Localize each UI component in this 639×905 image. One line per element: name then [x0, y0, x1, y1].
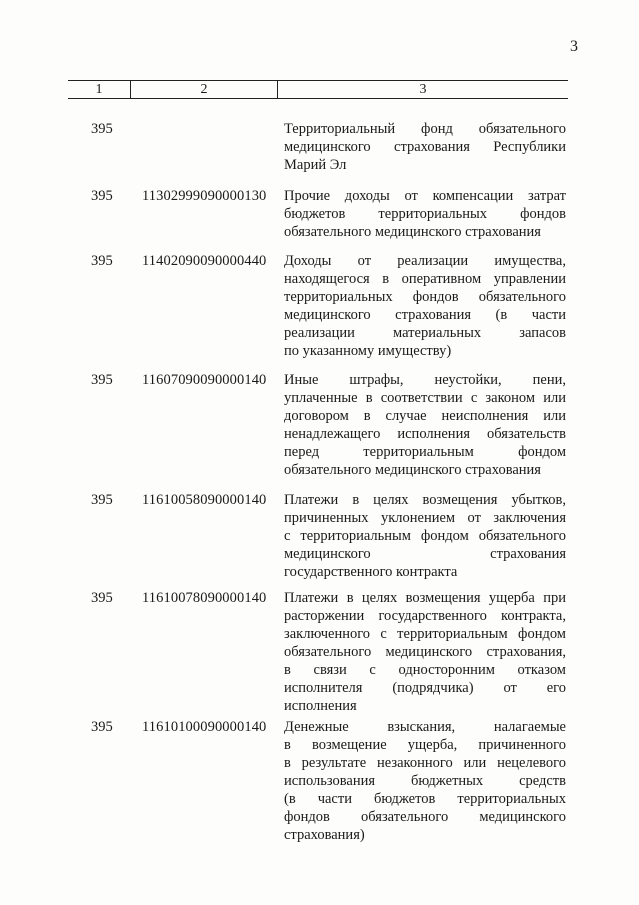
- description-line: Платежи в целях возмещения убытков,: [284, 492, 566, 508]
- description-line: перед территориальным фондом: [284, 444, 566, 460]
- description-line: обязательного медицинского страхования: [284, 462, 541, 478]
- description-line: территориальных фондов обязательного: [284, 289, 566, 305]
- description-line: по указанному имуществу): [284, 343, 452, 359]
- admin-code-cell: 395: [91, 121, 113, 137]
- description-line: страхования): [284, 827, 365, 843]
- description-line: причиненных уклонением от заключения: [284, 510, 566, 526]
- description-line: расторжении государственного контракта,: [284, 608, 566, 624]
- admin-code-cell: 395: [91, 372, 113, 388]
- description-line: заключенного с территориальным фондом: [284, 626, 566, 642]
- description-line: Денежные взыскания, налагаемые: [284, 719, 566, 735]
- description-line: с территориальным фондом обязательного: [284, 528, 566, 544]
- description-cell: [284, 252, 566, 360]
- budget-code-cell: 11607090090000140: [142, 372, 267, 388]
- column-header-3: 3: [419, 82, 427, 97]
- budget-code-cell: 11302999090000130: [142, 188, 267, 204]
- description-cell: [284, 187, 566, 241]
- table-header-row: [68, 80, 568, 99]
- admin-code-cell: 395: [91, 590, 113, 606]
- description-line: (в части бюджетов территориальных: [284, 791, 566, 807]
- budget-code-cell: 11610078090000140: [142, 590, 267, 606]
- admin-code-cell: 395: [91, 253, 113, 269]
- column-header-1: 1: [68, 81, 131, 98]
- description-line: Иные штрафы, неустойки, пени,: [284, 372, 566, 388]
- description-line: Прочие доходы от компенсации затрат: [284, 188, 566, 204]
- description-cell: [284, 371, 566, 479]
- budget-code-cell: 11402090090000440: [142, 253, 267, 269]
- description-line: обязательного медицинского страхования,: [284, 644, 566, 660]
- description-line: реализации материальных запасов: [284, 325, 566, 341]
- budget-codes-table: [68, 80, 568, 843]
- description-line: обязательного медицинского страхования: [284, 224, 541, 240]
- description-cell: [284, 120, 566, 174]
- budget-code-cell: 11610100090000140: [142, 719, 267, 735]
- admin-code-cell: 395: [91, 188, 113, 204]
- description-line: уплаченные в соответствии с законом или: [284, 390, 566, 406]
- description-line: ненадлежащего исполнения обязательств: [284, 426, 566, 442]
- description-line: государственного контракта: [284, 564, 458, 580]
- description-line: находящегося в оперативном управлении: [284, 271, 566, 287]
- description-cell: [284, 491, 566, 581]
- description-line: Доходы от реализации имущества,: [284, 253, 566, 269]
- description-line: медицинского страхования Республики: [284, 139, 566, 155]
- description-cell: [284, 718, 566, 844]
- description-line: исполнителя (подрядчика) от его: [284, 680, 566, 696]
- description-line: в результате незаконного или нецелевого: [284, 755, 566, 771]
- description-line: Марий Эл: [284, 157, 347, 173]
- description-line: Территориальный фонд обязательного: [284, 121, 566, 137]
- budget-code-cell: 11610058090000140: [142, 492, 267, 508]
- description-line: использования бюджетных средств: [284, 773, 566, 789]
- column-header-2: 2: [131, 81, 278, 98]
- admin-code-cell: 395: [91, 492, 113, 508]
- description-line: медицинского страхования: [284, 546, 566, 562]
- description-line: в возмещение ущерба, причиненного: [284, 737, 566, 753]
- page-number: 3: [570, 38, 578, 55]
- description-line: бюджетов территориальных фондов: [284, 206, 566, 222]
- description-line: Платежи в целях возмещения ущерба при: [284, 590, 566, 606]
- admin-code-cell: 395: [91, 719, 113, 735]
- description-line: исполнения: [284, 698, 357, 714]
- description-line: в связи с односторонним отказом: [284, 662, 566, 678]
- description-line: фондов обязательного медицинского: [284, 809, 566, 825]
- description-cell: [284, 589, 566, 715]
- description-line: медицинского страхования (в части: [284, 307, 566, 323]
- description-line: договором в случае неисполнения или: [284, 408, 566, 424]
